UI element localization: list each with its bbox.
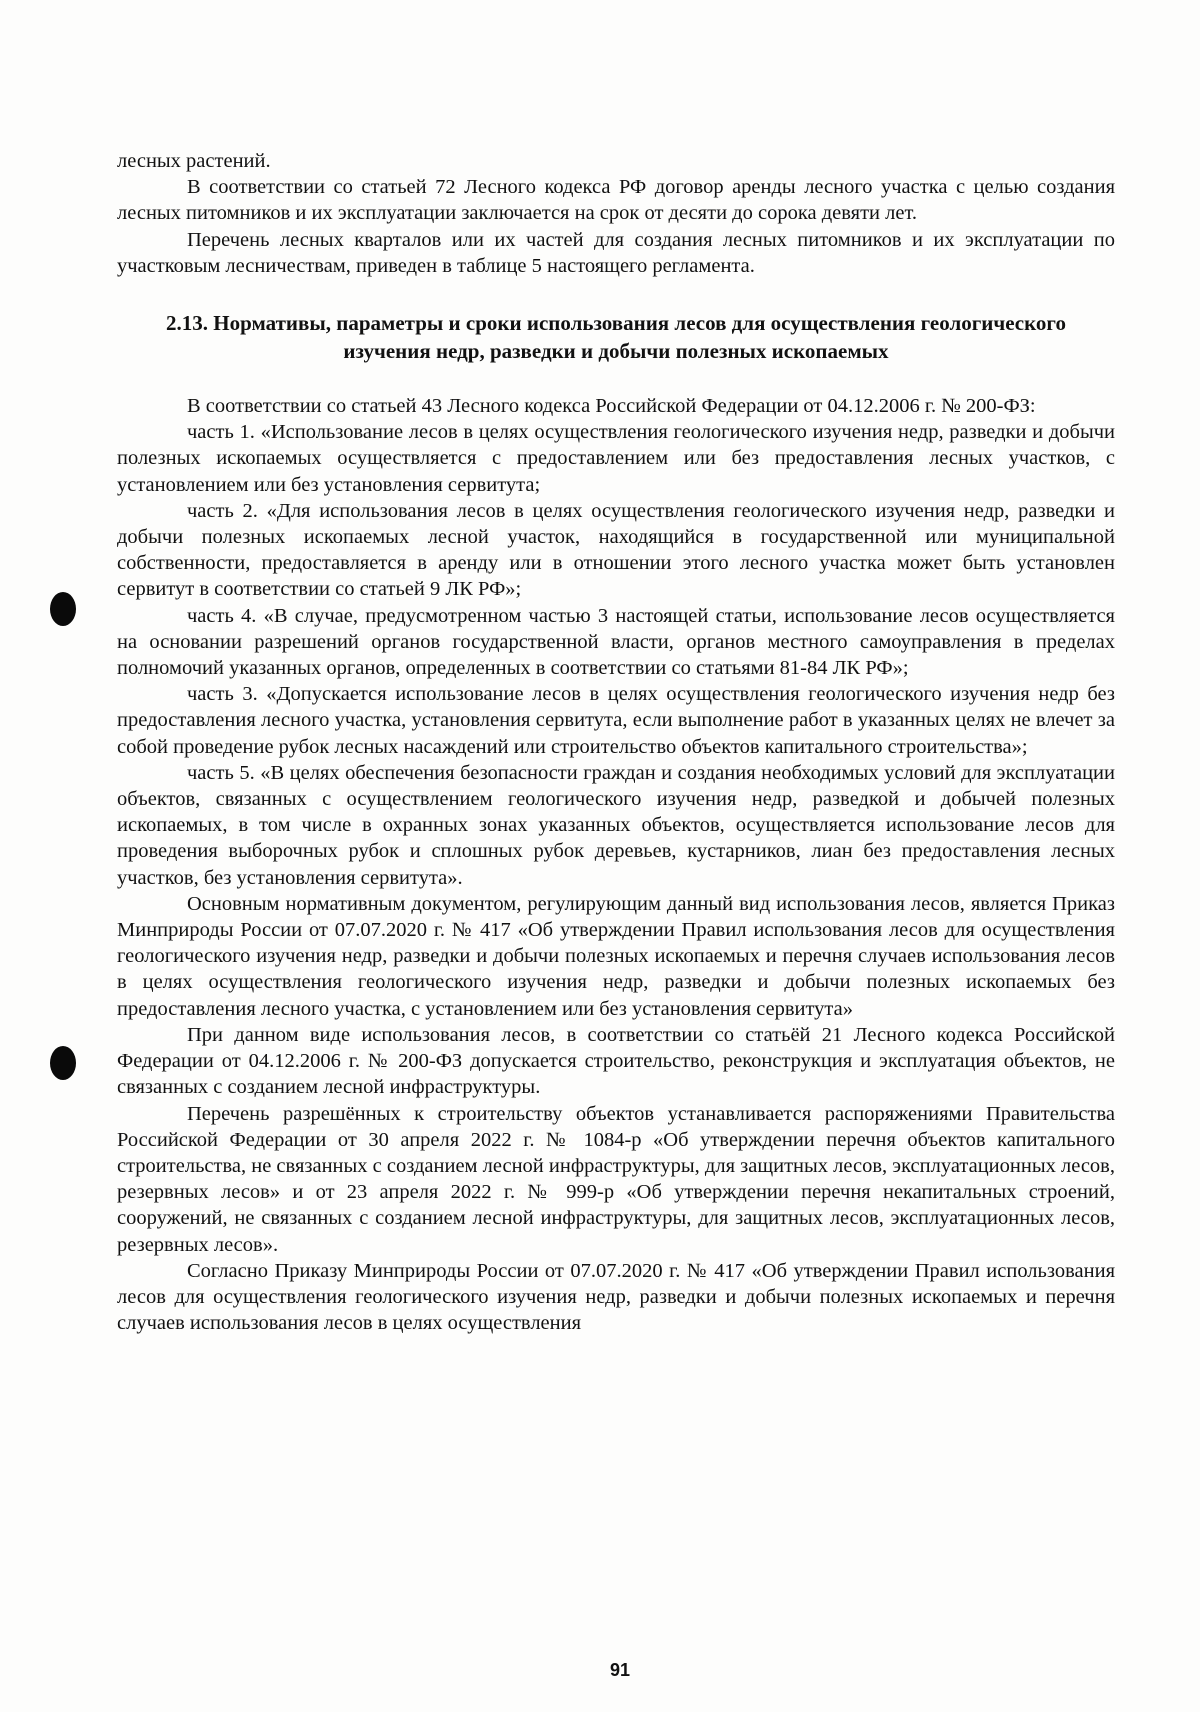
punch-hole-mark (50, 592, 76, 626)
document-body (117, 148, 1115, 1336)
punch-hole-mark (50, 1046, 76, 1080)
paragraph: Перечень разрешённых к строительству объектов устанавливается распоряжениями Правительства Российской Федерации от 30 апреля 2022 г. № 1084-р «Об утверждении перечня объектов капитального строительства, не связанных с созданием лесной инфраструктуры, для защитных лесов, эксплуатационных лесов, резервных лесов» и от 23 апреля 2022 г. № 999-р «Об утверждении перечня некапитальных строений, сооружений, не связанных с созданием лесной инфраструктуры, для защитных лесов, эксплуатационных лесов, резервных лесов». (117, 1102, 1115, 1256)
paragraph: часть 2. «Для использования лесов в целях осуществления геологического изучения недр, разведки и добычи полезных ископаемых лесной участок, находящийся в государственной или муниципальной собственности, предоставляется в аренду или в отношении этого лесного участка может быть установлен сервитут в соответствии со статьей 9 ЛК РФ»; (117, 499, 1115, 601)
paragraph: Перечень лесных кварталов или их частей для создания лесных питомников и их эксплуатации по участковым лесничествам, приведен в таблице 5 настоящего регламента. (117, 228, 1115, 277)
paragraph: часть 3. «Допускается использование лесов в целях осуществления геологического изучения недр без предоставления лесного участка, установления сервитута, если выполнение работ в указанных целях не влечет за собой проведение рубок лесных насаждений или строительство объектов капитального строительства»; (117, 683, 1115, 758)
paragraph-continuation: лесных растений. (117, 150, 271, 172)
paragraph: В соответствии со статьей 43 Лесного кодекса Российской Федерации от 04.12.2006 г. № 200-ФЗ: (187, 395, 1036, 418)
paragraph: часть 4. «В случае, предусмотренном частью 3 настоящей статьи, использование лесов осуществляется на основании разрешений органов государственной власти, органов местного самоуправления в пределах полномочий указанных органов, определенных в соответствии со статьями 81-84 ЛК РФ»; (117, 604, 1115, 680)
page-number: 91 (609, 1660, 631, 1680)
paragraph: В соответствии со статьей 72 Лесного кодекса РФ договор аренды лесного участка с целью создания лесных питомников и их эксплуатации заключается на срок от десяти до сорока девяти лет. (117, 176, 1115, 225)
paragraph: часть 5. «В целях обеспечения безопасности граждан и создания необходимых условий для эксплуатации объектов, связанных с осуществлением геологического изучения недр, разведкой и добычей полезных ископаемых, в том числе в охранных зонах указанных объектов, осуществляется использование лесов для проведения выборочных рубок и сплошных рубок деревьев, кустарников, лиан без предоставления лесных участков, без установления сервитута». (117, 761, 1115, 889)
paragraph: При данном виде использования лесов, в соответствии со статьёй 21 Лесного кодекса Российской Федерации от 04.12.2006 г. № 200-ФЗ допускается строительство, реконструкция и эксплуатация объектов, не связанных с созданием лесной инфраструктуры. (117, 1023, 1115, 1099)
paragraph: часть 1. «Использование лесов в целях осуществления геологического изучения недр, разведки и добычи полезных ископаемых осуществляется с предоставлением или без предоставления лесных участков, с установлением или без установления сервитута; (117, 421, 1115, 496)
section-heading: 2.13. Нормативы, параметры и сроки использования лесов для осуществления геологического изучения недр, разведки и добычи полезных ископаемых (166, 311, 1066, 364)
paragraph: Основным нормативным документом, регулирующим данный вид использования лесов, является Приказ Минприроды России от 07.07.2020 г. № 417 «Об утверждении Правил использования лесов для осуществления геологического изучения недр, разведки и добычи полезных ископаемых и перечня случаев использования лесов в целях осуществления геологического изучения недр, разведки и добычи полезных ископаемых без предоставления лесного участка, с установлением или без установления сервитута» (117, 892, 1115, 1020)
paragraph: Согласно Приказу Минприроды России от 07.07.2020 г. № 417 «Об утверждении Правил использования лесов для осуществления геологического изучения недр, разведки и добычи полезных ископаемых и перечня случаев использования лесов в целях осуществления (117, 1259, 1115, 1335)
